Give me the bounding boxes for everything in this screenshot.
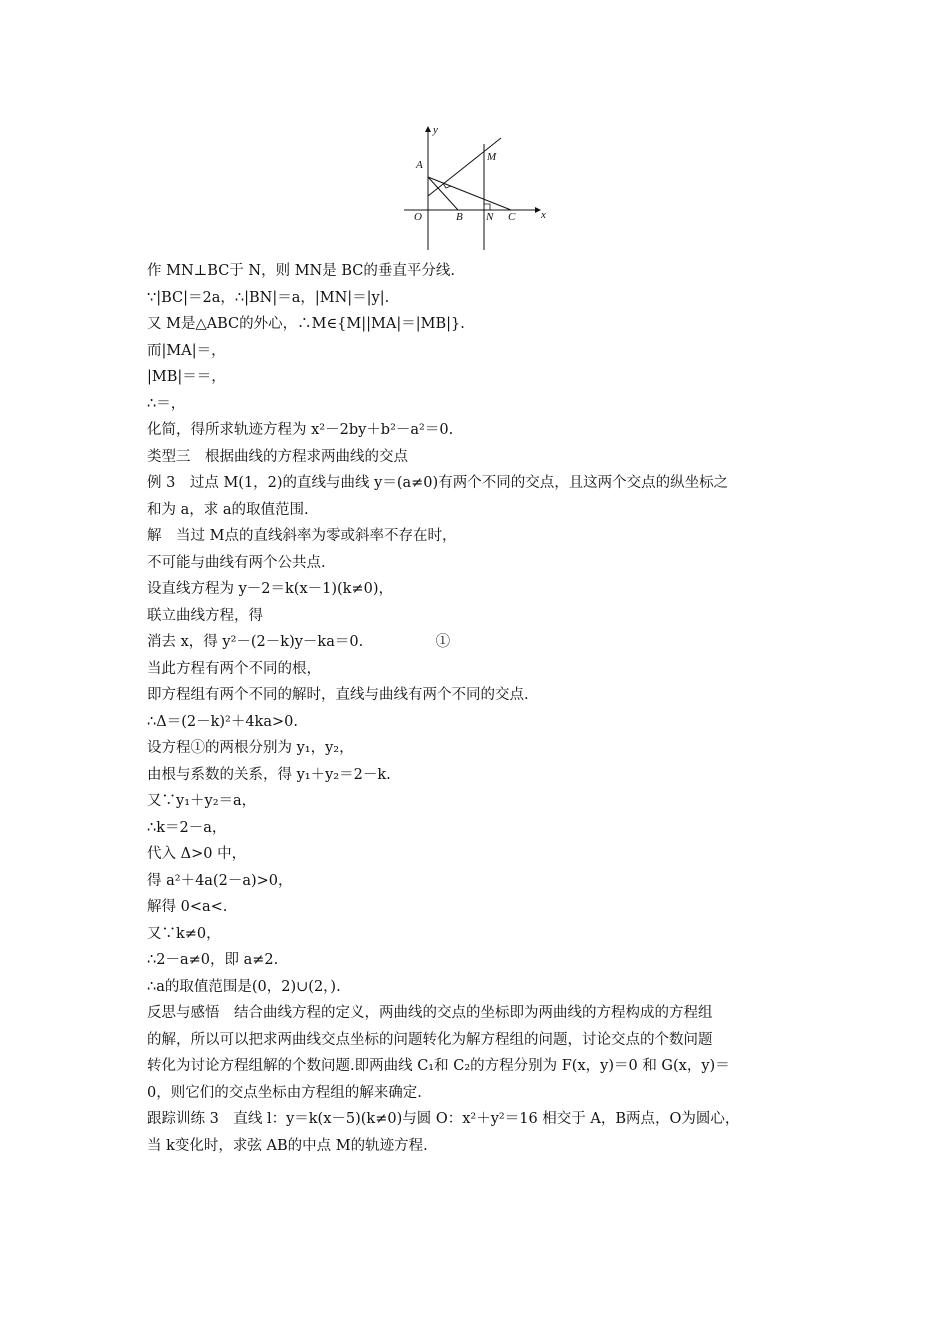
geometry-figure bbox=[398, 122, 558, 252]
solution-line: 联立曲线方程，得 bbox=[147, 607, 263, 624]
line-am bbox=[428, 138, 501, 196]
label-y: y bbox=[433, 124, 438, 136]
solution-line: ∴a的取值范围是(0，2)∪(2，). bbox=[147, 978, 341, 995]
text-line: 化简，得所求轨迹方程为 x²－2by＋b²－a²＝0. bbox=[147, 422, 454, 438]
reflection-line: 转化为讨论方程组解的个数问题.即两曲线 C₁和 C₂的方程分别为 F(x，y)＝0 和 G(x，y)＝ bbox=[147, 1058, 730, 1074]
right-angle-mark-n bbox=[484, 204, 490, 210]
solution-line: ∴2－a≠0，即 a≠2. bbox=[147, 952, 279, 968]
solution-line: ∴k＝2－a， bbox=[147, 819, 227, 836]
solution-line: 又∵k≠0， bbox=[147, 925, 221, 942]
solution-line: 不可能与曲线有两个公共点. bbox=[147, 554, 326, 571]
text-line: |MB|＝＝， bbox=[147, 369, 226, 385]
solution-line: ∴Δ＝(2－k)²＋4ka>0. bbox=[147, 713, 298, 730]
label-n: N bbox=[486, 211, 494, 223]
solution-line: 解 当过 M点的直线斜率为零或斜率不存在时， bbox=[147, 528, 457, 544]
solution-line: 解得 0<a<. bbox=[147, 899, 228, 915]
text-line: 作 MN⊥BC于 N，则 MN是 BC的垂直平分线. bbox=[147, 263, 455, 279]
reflection-line: 的解，所以可以把求两曲线交点坐标的问题转化为解方程组的问题，讨论交点的个数问题 bbox=[147, 1031, 713, 1048]
solution-line: 又∵y₁＋y₂＝a， bbox=[147, 793, 257, 809]
label-b: B bbox=[456, 211, 463, 223]
exercise-line: 跟踪训练 3 直线 l：y＝k(x－5)(k≠0)与圆 O：x²＋y²＝16 相交于 A，B两点，O为圆心， bbox=[147, 1111, 740, 1127]
label-x: x bbox=[541, 209, 546, 221]
label-m: M bbox=[487, 151, 497, 163]
text-line: 又 M是△ABC的外心，∴M∈{M||MA|＝|MB|}. bbox=[147, 316, 465, 332]
exercise-line: 当 k变化时，求弦 AB的中点 M的轨迹方程. bbox=[147, 1137, 428, 1154]
document-body bbox=[147, 258, 817, 1159]
solution-line: 得 a²＋4a(2－a)>0， bbox=[147, 872, 293, 889]
solution-line: 即方程组有两个不同的解时，直线与曲线有两个不同的交点. bbox=[147, 687, 529, 703]
example-line: 和为 a，求 a的取值范围. bbox=[147, 501, 309, 518]
line-ab bbox=[428, 177, 458, 210]
line-ac bbox=[428, 177, 511, 210]
coordinate-diagram bbox=[398, 122, 558, 252]
solution-line: 消去 x，得 y²－(2－k)y－ka＝0. ① bbox=[147, 634, 451, 650]
text-line: 而|MA|＝， bbox=[147, 342, 226, 359]
solution-line: 由根与系数的关系，得 y₁＋y₂＝2－k. bbox=[147, 766, 391, 783]
label-o: O bbox=[414, 211, 422, 223]
label-a: A bbox=[416, 159, 423, 171]
example-line: 例 3 过点 M(1，2)的直线与曲线 y＝(a≠0)有两个不同的交点，且这两个交点的纵坐标之 bbox=[147, 475, 729, 491]
text-line: ∵|BC|＝2a，∴|BN|＝a，|MN|＝|y|. bbox=[147, 289, 390, 306]
solution-line: 当此方程有两个不同的根， bbox=[147, 660, 321, 677]
text-line: ∴＝， bbox=[147, 395, 186, 412]
solution-line: 代入 Δ>0 中， bbox=[147, 846, 247, 862]
solution-line: 设直线方程为 y－2＝k(x－1)(k≠0)， bbox=[147, 581, 394, 597]
label-c: C bbox=[508, 211, 516, 223]
reflection-line: 0，则它们的交点坐标由方程组的解来确定. bbox=[147, 1084, 422, 1101]
reflection-line: 反思与感悟 结合曲线方程的定义，两曲线的交点的坐标即为两曲线的方程构成的方程组 bbox=[147, 1005, 713, 1021]
solution-line: 设方程①的两根分别为 y₁，y₂， bbox=[147, 740, 354, 756]
section-heading: 类型三 根据曲线的方程求两曲线的交点 bbox=[147, 448, 408, 465]
